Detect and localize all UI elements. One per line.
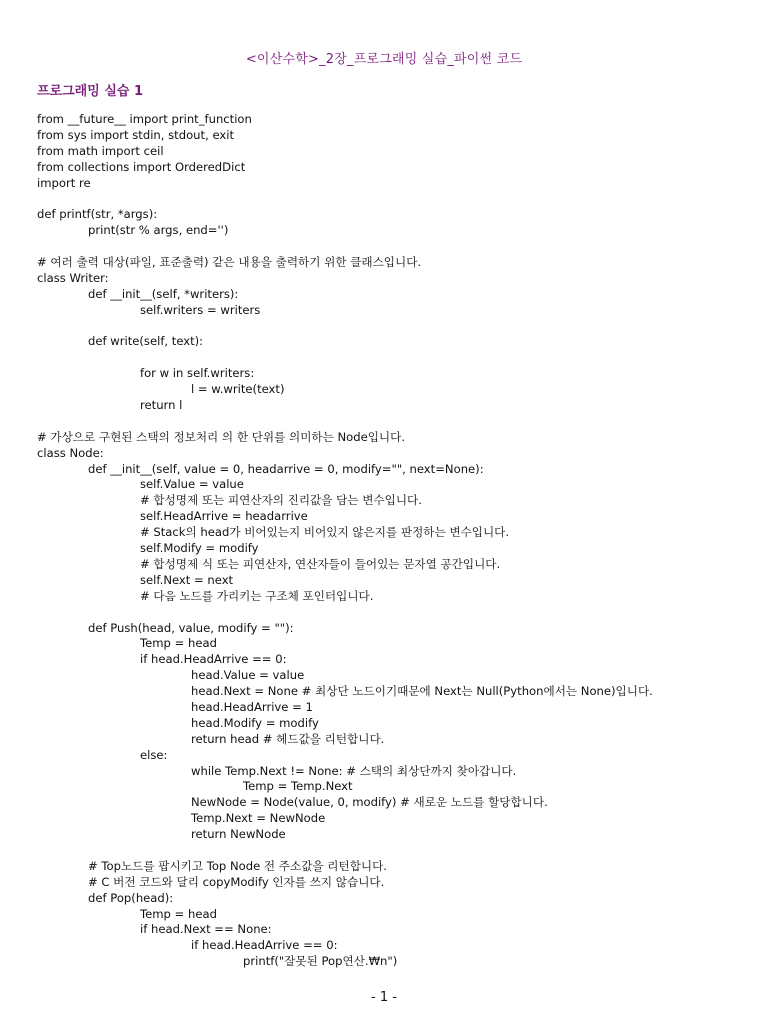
code-line: Temp.Next = NewNode <box>191 811 326 826</box>
code-line: Temp = head <box>140 636 217 651</box>
code-line <box>37 191 737 207</box>
code-line: Temp = Temp.Next <box>243 779 353 794</box>
code-line: self.HeadArrive = headarrive <box>140 509 308 524</box>
code-line: # Stack의 head가 비어있는지 비어있지 않은지를 판정하는 변수입니다. <box>140 525 510 540</box>
code-line: NewNode = Node(value, 0, modify) # 새로운 노드를 할당합니다. <box>191 795 548 810</box>
code-line: # 다음 노드를 가리키는 구조체 포인터입니다. <box>140 588 374 603</box>
code-line: print(str % args, end='') <box>88 223 229 238</box>
code-line: # 합성명제 식 또는 피연산자, 연산자들이 들어있는 문자열 공간입니다. <box>140 556 501 571</box>
code-line: from collections import OrderedDict <box>37 159 246 174</box>
code-line: import re <box>37 175 91 190</box>
code-line: def Push(head, value, modify = ""): <box>88 620 294 635</box>
code-line: l = w.write(text) <box>191 382 285 397</box>
code-line: def __init__(self, *writers): <box>88 286 239 301</box>
code-line: if head.HeadArrive == 0: <box>140 652 287 667</box>
code-line: class Node: <box>37 445 104 460</box>
code-line: head.Modify = modify <box>191 715 319 730</box>
code-line: if head.HeadArrive == 0: <box>191 938 338 953</box>
code-line: for w in self.writers: <box>140 366 255 381</box>
code-line: head.Next = None # 최상단 노드이기때문에 Next는 Null(Python에서는 None)입니다. <box>191 684 653 699</box>
code-line: from math import ceil <box>37 143 164 158</box>
code-line: from __future__ import print_function <box>37 112 252 126</box>
code-line: return NewNode <box>191 827 286 842</box>
code-line: self.Value = value <box>140 477 244 492</box>
code-line: return l <box>140 398 183 413</box>
document-title: <이산수학>_2장_프로그래밍 실습_파이썬 코드 <box>245 52 523 67</box>
code-line <box>37 605 737 621</box>
code-line: return head # 헤드값을 리턴합니다. <box>191 731 385 746</box>
code-line: self.writers = writers <box>140 302 261 317</box>
code-line: # 합성명제 또는 피연산자의 진리값을 담는 변수입니다. <box>140 493 422 508</box>
code-line: self.Next = next <box>140 572 234 587</box>
code-line <box>37 239 737 255</box>
code-line: # 가상으로 구현된 스택의 정보처리 의 한 단위를 의미하는 Node입니다. <box>37 429 406 444</box>
code-line: # 여러 출력 대상(파일, 표준출력) 같은 내용을 출력하기 위한 클래스입니다. <box>37 255 422 270</box>
page-number: - 1 - <box>371 990 397 1005</box>
code-line: else: <box>140 747 168 762</box>
code-line: def Pop(head): <box>88 890 174 905</box>
code-line: self.Modify = modify <box>140 541 259 556</box>
code-line <box>37 319 737 335</box>
code-block <box>37 112 737 970</box>
code-line: def printf(str, *args): <box>37 207 158 222</box>
code-line: def write(self, text): <box>88 334 204 349</box>
code-line: if head.Next == None: <box>140 922 272 937</box>
code-line: class Writer: <box>37 270 109 285</box>
code-line: from sys import stdin, stdout, exit <box>37 127 235 142</box>
code-line: while Temp.Next != None: # 스택의 최상단까지 찾아갑니다. <box>191 763 517 778</box>
code-line: Temp = head <box>140 906 217 921</box>
code-line: head.HeadArrive = 1 <box>191 699 313 714</box>
code-line: printf("잘못된 Pop연산.₩n") <box>243 954 398 969</box>
code-line <box>37 414 737 430</box>
code-line: # Top노드를 팝시키고 Top Node 전 주소값을 리턴합니다. <box>88 858 387 873</box>
code-line <box>37 350 737 366</box>
code-line <box>37 843 737 859</box>
section-heading: 프로그래밍 실습 1 <box>37 84 144 99</box>
code-line: # C 버전 코드와 달리 copyModify 인자를 쓰지 않습니다. <box>88 874 385 889</box>
code-line: head.Value = value <box>191 668 305 683</box>
code-line: def __init__(self, value = 0, headarrive = 0, modify="", next=None): <box>88 461 484 476</box>
